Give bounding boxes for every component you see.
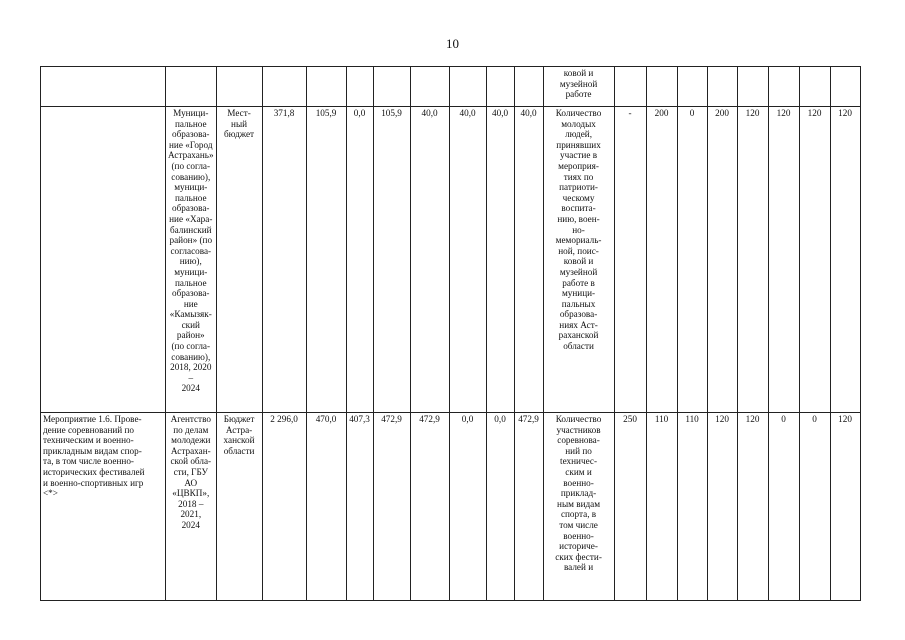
indicator-2024-cell: 120 [830,107,860,413]
executor-cell [166,67,217,107]
indicator-2021-cell: 120 [737,413,768,601]
year-2022-cell [449,67,486,107]
year-2019-cell: 0,0 [346,107,373,413]
activity-cell [41,67,166,107]
base-value-cell: - [614,107,646,413]
year-2020-cell [373,67,410,107]
year-2023-cell: 40,0 [486,107,514,413]
year-2019-cell: 407,3 [346,413,373,601]
executor-cell: Муници- пальное образова- ние «Город Астрахань» (по согла- сованию), муници- пальное образова- ние «Хара- балинский район» (по согласова- нию), муници- пальное образова- ние «Камызяк- ский район» (по согла- сованию), 2018, 2020 – 2024 [166,107,217,413]
indicator-2023-cell: 0 [799,413,830,601]
year-2018-cell: 105,9 [306,107,346,413]
total-cell [262,67,306,107]
table-row [41,67,861,107]
indicator-2018-cell: 200 [646,107,677,413]
source-cell: Бюджет Астра- ханской области [216,413,262,601]
year-2023-cell [486,67,514,107]
indicator-2024-cell [830,67,860,107]
indicator-2020-cell: 120 [707,413,737,601]
indicator-cell: Количество молодых людей, принявших участие в мероприя- тиях по патриоти- ческому воспита- нию, воен- но- мемориаль- ной, поис- ковой и музейной работе в муници- пальных образова- ниях Аст- раханской области [543,107,614,413]
source-cell [216,67,262,107]
total-cell: 2 296,0 [262,413,306,601]
total-cell: 371,8 [262,107,306,413]
year-2023-cell: 0,0 [486,413,514,601]
activity-cell: Мероприятие 1.6. Прове- дение соревнований по техническим и военно- прикладным видам спор- та, в том числе военно- исторических фестивалей и военно-спортивных игр <*> [41,413,166,601]
year-2019-cell [346,67,373,107]
indicator-2023-cell: 120 [799,107,830,413]
indicator-cell: Количество участников соревнова- ний по tехничес- ским и военно- приклад- ным видам спорта, в том числе военно- историче- ских фести- валей и [543,413,614,601]
indicator-2020-cell: 200 [707,107,737,413]
table-row [41,107,861,413]
year-2020-cell: 105,9 [373,107,410,413]
executor-cell: Агентство по делам молодежи Астрахан- ской обла- сти, ГБУ АО «ЦВКП», 2018 – 2021, 2024 [166,413,217,601]
table-row [41,413,861,601]
indicator-2018-cell: 110 [646,413,677,601]
indicator-2021-cell [737,67,768,107]
indicator-2019-cell: 0 [677,107,707,413]
year-2021-cell: 40,0 [410,107,449,413]
indicator-2022-cell: 0 [768,413,799,601]
year-2024-cell: 472,9 [514,413,543,601]
year-2021-cell: 472,9 [410,413,449,601]
year-2024-cell: 40,0 [514,107,543,413]
indicator-2018-cell [646,67,677,107]
year-2018-cell [306,67,346,107]
year-2020-cell: 472,9 [373,413,410,601]
indicator-2023-cell [799,67,830,107]
indicator-2020-cell [707,67,737,107]
indicator-cell: ковой и музейной работе [543,67,614,107]
year-2022-cell: 40,0 [449,107,486,413]
indicator-2022-cell: 120 [768,107,799,413]
indicator-2021-cell: 120 [737,107,768,413]
year-2018-cell: 470,0 [306,413,346,601]
year-2024-cell [514,67,543,107]
indicator-2022-cell [768,67,799,107]
indicator-2024-cell: 120 [830,413,860,601]
year-2022-cell: 0,0 [449,413,486,601]
indicator-2019-cell: 110 [677,413,707,601]
indicator-2019-cell [677,67,707,107]
base-value-cell [614,67,646,107]
source-cell: Мест- ный бюджет [216,107,262,413]
page-number: 10 [446,36,459,51]
year-2021-cell [410,67,449,107]
program-table [40,66,861,601]
base-value-cell: 250 [614,413,646,601]
activity-cell [41,107,166,413]
